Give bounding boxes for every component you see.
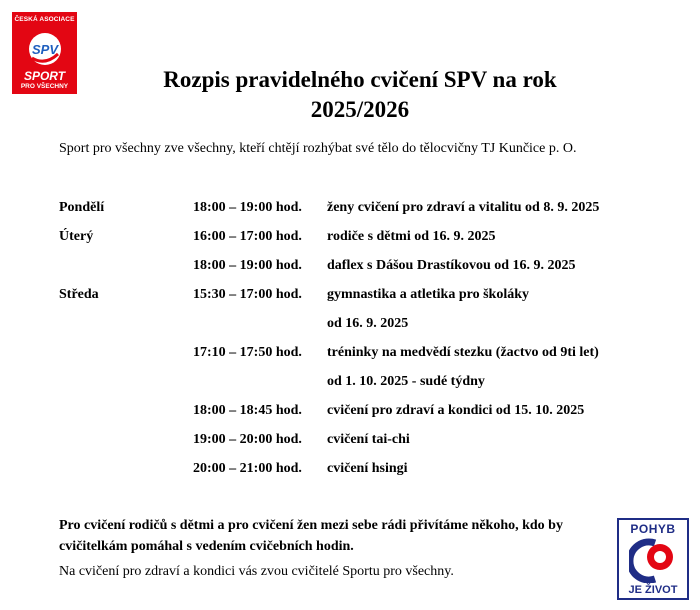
schedule-activity: tréninky na medvědí stezku (žactvo od 9ti let) bbox=[327, 345, 599, 360]
spv-logo-mark-text: SPV bbox=[31, 42, 59, 57]
schedule-activity: ženy cvičení pro zdraví a vitalitu od 8. 9. 2025 bbox=[327, 200, 600, 215]
schedule-activity: cvičení hsingi bbox=[327, 461, 408, 476]
page-title-line2: 2025/2026 bbox=[310, 97, 410, 122]
intro-text: Sport pro všechny zve všechny, kteří chtějí rozhýbat své tělo do tělocvičny TJ Kunčice p. O. bbox=[59, 141, 577, 156]
schedule-activity: daflex s Dášou Drastíkovou od 16. 9. 2025 bbox=[327, 258, 576, 273]
spv-logo bbox=[12, 12, 77, 94]
pohyb-logo-icon bbox=[629, 537, 679, 583]
schedule-time: 19:00 – 20:00 hod. bbox=[193, 432, 302, 447]
page-title bbox=[100, 65, 620, 125]
schedule-day: Úterý bbox=[59, 229, 94, 244]
spv-logo-top-text: ČESKÁ ASOCIACE bbox=[14, 16, 75, 23]
schedule-activity: gymnastika a atletika pro školáky bbox=[327, 287, 529, 302]
page-title-line1: Rozpis pravidelného cvičení SPV na rok bbox=[163, 67, 557, 92]
notice-text: Pro cvičení rodičů s dětmi a pro cvičení žen mezi sebe rádi přivítáme někoho, kdo by cvičitelkám pomáhal s vedením cvičebních hodin. bbox=[59, 518, 563, 554]
schedule-activity: rodiče s dětmi od 16. 9. 2025 bbox=[327, 229, 496, 244]
spv-logo-icon bbox=[26, 30, 64, 68]
schedule-activity: cvičení pro zdraví a kondici od 15. 10. 2025 bbox=[327, 403, 585, 418]
schedule-time: 16:00 – 17:00 hod. bbox=[193, 229, 302, 244]
schedule-activity: od 1. 10. 2025 - sudé týdny bbox=[327, 374, 485, 389]
closing-text: Na cvičení pro zdraví a kondici vás zvou cvičitelé Sportu pro všechny. bbox=[59, 564, 454, 579]
schedule-time: 18:00 – 19:00 hod. bbox=[193, 200, 302, 215]
schedule-day: Pondělí bbox=[59, 200, 105, 215]
pohyb-je-zivot-logo bbox=[617, 518, 689, 600]
schedule-day: Středa bbox=[59, 287, 99, 302]
schedule-time: 20:00 – 21:00 hod. bbox=[193, 461, 302, 476]
pohyb-logo-text-bottom: JE ŽIVOT bbox=[628, 584, 678, 596]
schedule-time: 15:30 – 17:00 hod. bbox=[193, 287, 302, 302]
schedule-time: 17:10 – 17:50 hod. bbox=[193, 345, 302, 360]
spv-logo-sport-text: SPORT bbox=[23, 69, 66, 83]
schedule-time: 18:00 – 18:45 hod. bbox=[193, 403, 302, 418]
schedule-activity: cvičení tai-chi bbox=[327, 432, 410, 447]
pohyb-logo-text-top: POHYB bbox=[630, 522, 676, 536]
schedule-activity: od 16. 9. 2025 bbox=[327, 316, 409, 331]
spv-logo-subtitle-text: PRO VŠECHNY bbox=[20, 83, 69, 90]
schedule-time: 18:00 – 19:00 hod. bbox=[193, 258, 302, 273]
